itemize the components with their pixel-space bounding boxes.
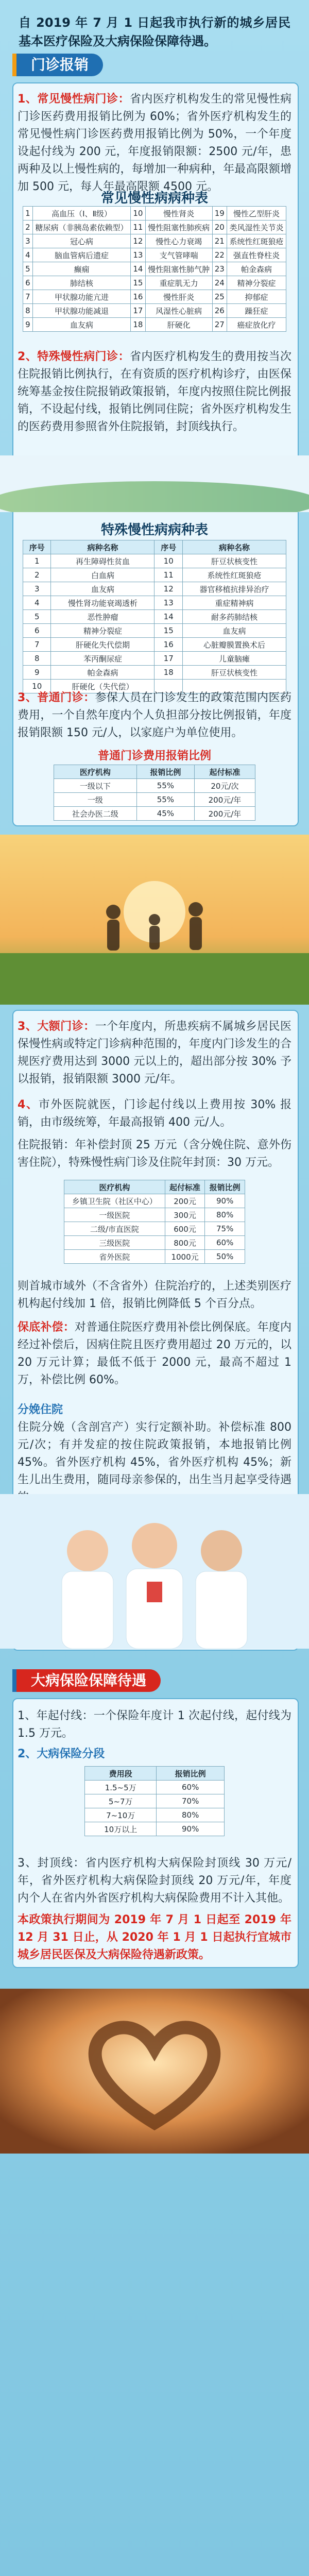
item-common-chronic	[18, 91, 291, 196]
large-outpatient-heading: 3、大额门诊：	[18, 1020, 95, 1033]
heart-hands-photo	[0, 1989, 309, 2154]
table-cell: 一级	[54, 793, 137, 807]
min-comp-heading: 保底补偿：	[18, 1321, 75, 1334]
table-cell: 2	[23, 221, 33, 234]
item-general-outpatient	[18, 689, 291, 742]
table-cell: 二级/市直医院	[64, 1222, 165, 1236]
table-cell: 肺结核	[32, 276, 131, 290]
common-chronic-table	[23, 206, 286, 332]
serious-item1: 1、年起付线：一个保险年度计 1 次起付线，起付线为 1.5 万元。	[18, 1709, 291, 1740]
table-cell: 1000元	[165, 1250, 205, 1264]
table-cell: 类风湿性关节炎	[227, 221, 286, 234]
table-cell: 省外医院	[64, 1250, 165, 1264]
table-cell: 慢性肾功能衰竭透析	[51, 596, 154, 610]
inpatient-table	[64, 1180, 245, 1264]
item4-text: 市外医院就医，门诊起付线以上费用按 30% 报销，由市级统筹，年最高报销 400 元/人。	[18, 1098, 291, 1129]
serious-table	[84, 1766, 225, 1836]
table-cell: 支气管哮喘	[145, 248, 212, 262]
item2-text: 省内医疗机构发生的费用按当次住院报销比例执行，在有资质的医疗机构诊疗，由医保统筹基金按住院报销政策报销，年度内按照住院比例报销，不设起付线，报销比例同住院；省外医疗机构发生的医药费用参照省外住院报销，封顶线执行。	[18, 350, 291, 433]
table-row	[54, 807, 255, 821]
table-cell: 60%	[157, 1781, 225, 1794]
table-cell: 24	[212, 276, 227, 290]
table-cell: 6	[23, 624, 51, 638]
table-cell: 50%	[205, 1250, 245, 1264]
serious-item3: 3、封顶线：省内医疗机构大病保险封顶线 30 万元/年，省外医疗机构大病保险封顶线 20 万元/年，年度内个人在省内外省医疗机构大病保险费用不计入其他。	[18, 1857, 291, 1905]
table-cell: 再生障碍性贫血	[51, 554, 154, 568]
table-cell: 12	[154, 582, 182, 596]
table-cell: 10	[154, 554, 182, 568]
table-header-cell: 序号	[154, 540, 182, 554]
table-cell: 精神分裂症	[51, 624, 154, 638]
table-cell: 甲状腺功能亢进	[32, 290, 131, 304]
table-header-cell: 医疗机构	[64, 1180, 165, 1194]
table-cell: 3	[23, 234, 33, 248]
table-row	[23, 638, 286, 652]
table-cell: 重症精神病	[182, 596, 286, 610]
table-cell: 23	[212, 262, 227, 276]
table-cell: 糖尿病（非胰岛素依赖型）	[32, 221, 131, 234]
table-header-cell: 序号	[23, 540, 51, 554]
table-cell: 血友病	[182, 624, 286, 638]
table-cell: 5~7万	[85, 1794, 157, 1808]
table-cell: 5	[23, 262, 33, 276]
table-cell: 重症肌无力	[145, 276, 212, 290]
table-cell: 20元/次	[194, 779, 255, 793]
table-cell: 15	[131, 276, 145, 290]
table-header-cell: 起付标准	[165, 1180, 205, 1194]
table-row	[23, 666, 286, 680]
doctors-photo	[0, 1494, 309, 1649]
item-inpatient	[18, 1137, 291, 1172]
table-cell: 10万以上	[85, 1822, 157, 1836]
table-cell: 5	[23, 610, 51, 624]
item3-text: 参保人员在门诊发生的政策范围内医药费用，一个自然年度内个人负担部分按比例报销，年度报销限额 150 元/人，以家庭户为单位使用。	[18, 691, 291, 739]
table-cell: 苯丙酮尿症	[51, 652, 154, 666]
table-cell: 血友病	[51, 582, 154, 596]
table-cell: 躁狂症	[227, 304, 286, 318]
table-row	[23, 262, 286, 276]
table-row	[23, 221, 286, 234]
special-table-title: 特殊慢性病病种表	[100, 522, 208, 538]
table-cell: 200元	[165, 1194, 205, 1208]
table-cell: 1	[23, 207, 33, 221]
table-row	[85, 1794, 225, 1808]
table-row	[54, 779, 255, 793]
table-row	[23, 568, 286, 582]
table-cell: 帕金森病	[51, 666, 154, 680]
table-row	[23, 304, 286, 318]
table-row	[64, 1208, 245, 1222]
table-row	[85, 1822, 225, 1836]
table-cell: 风湿性心脏病	[145, 304, 212, 318]
table-cell: 600元	[165, 1222, 205, 1236]
table-cell: 慢性心力衰竭	[145, 234, 212, 248]
table-cell: 器官移植抗排异治疗	[182, 582, 286, 596]
table-header-cell: 起付标准	[194, 765, 255, 779]
table-cell: 8	[23, 652, 51, 666]
table-header-cell: 病种名称	[51, 540, 154, 554]
table-cell: 14	[154, 610, 182, 624]
table-row	[23, 554, 286, 568]
childbirth-text: 住院分娩（含剖宫产）实行定额补助。补偿标准 800 元/次；有并发症的按住院政策报销，本地报销比例 45%。省外医疗机构 45%，省外医疗机构 45%；新生儿出生费用，随同母亲参保的，出生当月起享受待遇	[18, 1421, 291, 1486]
table-row	[23, 318, 286, 332]
table-header-cell: 报销比例	[205, 1180, 245, 1194]
table-cell: 慢性肝炎	[145, 290, 212, 304]
table-row	[85, 1808, 225, 1822]
table-cell: 帕金森病	[227, 262, 286, 276]
table-row	[23, 276, 286, 290]
item3-heading: 3、普通门诊：	[18, 691, 95, 704]
serious-item2-heading: 2、大病保险分段	[18, 1748, 105, 1760]
table-row	[64, 1222, 245, 1236]
table-cell: 慢性乙型肝炎	[227, 207, 286, 221]
childbirth-heading: 分娩住院	[18, 1403, 63, 1416]
table-cell: 1	[23, 554, 51, 568]
table-cell: 200元/年	[194, 807, 255, 821]
table-cell: 11	[154, 568, 182, 582]
section-title-outpatient: 门诊报销	[12, 54, 103, 76]
table-cell: 2	[23, 568, 51, 582]
table-cell: 8	[23, 304, 33, 318]
table-cell: 80%	[205, 1208, 245, 1222]
table-row	[23, 582, 286, 596]
table-cell: 甲状腺功能减退	[32, 304, 131, 318]
table-cell: 7~10万	[85, 1808, 157, 1822]
table-cell: 45%	[136, 807, 194, 821]
table-cell: 3	[23, 582, 51, 596]
table-row	[64, 1250, 245, 1264]
table-cell: 心脏瓣膜置换术后	[182, 638, 286, 652]
table-row	[23, 207, 286, 221]
table-cell: 60%	[205, 1236, 245, 1250]
table-cell: 肝硬化失代偿期	[51, 638, 154, 652]
table-cell: 系统性红斑狼疮	[182, 568, 286, 582]
table-row	[23, 596, 286, 610]
table-cell: 肝硬化（失代偿）	[51, 680, 154, 693]
table-cell: 一级医院	[64, 1208, 165, 1222]
table-cell: 癫痫	[32, 262, 131, 276]
item1-text: 省内医疗机构发生的常见慢性病门诊医药费用报销比例为 60%；省外医疗机构发生的常见慢性病门诊医药费用报销比例为 50%，一个年度设起付线为 200 元，年度报销限额：2500 元/年，患两种及以上慢性病的，每增加一种病种，年最高限额增加 500 元，每人年最高限额 4500 元。	[18, 93, 291, 193]
table-cell: 22	[212, 248, 227, 262]
table-cell: 21	[212, 234, 227, 248]
table-cell: 肝豆状核变性	[182, 554, 286, 568]
table-cell: 80%	[157, 1808, 225, 1822]
table-cell: 17	[131, 304, 145, 318]
para-minimum-compensation	[18, 1319, 291, 1389]
section-title-serious: 大病保险保障待遇	[12, 1669, 161, 1692]
table-cell: 17	[154, 652, 182, 666]
table-cell: 16	[131, 290, 145, 304]
table-cell: 肝豆状核变性	[182, 666, 286, 680]
table-cell: 90%	[205, 1194, 245, 1208]
table-cell: 慢性阻塞性肺疾病	[145, 221, 212, 234]
table-row	[54, 793, 255, 807]
table-header-cell: 报销比例	[157, 1767, 225, 1781]
table-cell: 9	[23, 318, 33, 332]
table-cell: 肝硬化	[145, 318, 212, 332]
table-cell: 一级以下	[54, 779, 137, 793]
item-large-outpatient	[18, 1018, 291, 1088]
table-cell: 800元	[165, 1236, 205, 1250]
table-cell: 10	[131, 207, 145, 221]
table-cell: 白血病	[51, 568, 154, 582]
table-row	[23, 290, 286, 304]
para-childbirth	[18, 1401, 291, 1506]
table-cell: 7	[23, 638, 51, 652]
table-row	[23, 624, 286, 638]
table-cell: 4	[23, 596, 51, 610]
table-header-cell: 病种名称	[182, 540, 286, 554]
table-row	[64, 1236, 245, 1250]
table-row	[23, 248, 286, 262]
special-chronic-table	[23, 540, 286, 693]
table-header-cell: 医疗机构	[54, 765, 137, 779]
table-row	[85, 1781, 225, 1794]
table-cell: 癌症放化疗	[227, 318, 286, 332]
item4-heading: 4、	[18, 1098, 39, 1111]
table-cell: 精神分裂症	[227, 276, 286, 290]
table-cell: 冠心病	[32, 234, 131, 248]
table-cell: 血友病	[32, 318, 131, 332]
table-cell: 11	[131, 221, 145, 234]
table-cell: 慢性肾炎	[145, 207, 212, 221]
table-cell: 9	[23, 666, 51, 680]
item2-heading: 2、特殊慢性病门诊：	[18, 350, 130, 363]
table-cell: 19	[212, 207, 227, 221]
table-cell: 6	[23, 276, 33, 290]
table-cell: 75%	[205, 1222, 245, 1236]
table-cell: 4	[23, 248, 33, 262]
large-outpatient-text: 一个年度内，所患疾病不属城乡居民医保慢性病或特定门诊病种范围的，年度内门诊发生的合规医疗费用达到 3000 元以上的，超出部分按 30% 予以报销，报销限额 3000 元/年。	[18, 1020, 291, 1086]
table-cell: 社会办医二级	[54, 807, 137, 821]
table-cell: 脑血管病后遗症	[32, 248, 131, 262]
table-cell: 乡镇卫生院（社区中心）	[64, 1194, 165, 1208]
table-cell: 70%	[157, 1794, 225, 1808]
item5-text: 住院报销：年补偿封顶 25 万元（含分娩住院、意外伤害住院），特殊慢性病门诊及住院年封顶：30 万元。	[18, 1139, 291, 1169]
item-out-of-city	[18, 1096, 291, 1131]
family-photo	[0, 835, 309, 1005]
table-cell: 慢性阻塞性肺气肿	[145, 262, 212, 276]
item1-heading: 1、常见慢性病门诊：	[18, 93, 130, 106]
table-cell: 300元	[165, 1208, 205, 1222]
table-cell: 25	[212, 290, 227, 304]
table-header-cell: 报销比例	[136, 765, 194, 779]
table-cell: 13	[154, 596, 182, 610]
table-row	[23, 610, 286, 624]
table-cell: 90%	[157, 1822, 225, 1836]
table-cell: 抑郁症	[227, 290, 286, 304]
common-table-title: 常见慢性病病种表	[100, 191, 208, 206]
table-cell: 20	[212, 221, 227, 234]
general-outpatient-table	[54, 765, 255, 821]
table-cell: 1.5~5万	[85, 1781, 157, 1794]
table-row	[23, 652, 286, 666]
min-comp-text: 对普通住院医疗费用补偿比例保底。年度内经过补偿后，因病住院且医疗费用超过 20 万元的，以 20 万元计算；最低不低于 2000 元，最高不超过 1 万，补偿比例 60%。	[18, 1321, 291, 1386]
para-referral: 则首城市域外（不含省外）住院治疗的，上述类别医疗机构起付线加 1 倍，报销比例降低 5 个百分点。	[18, 1280, 291, 1310]
table-cell: 7	[23, 290, 33, 304]
table-cell: 18	[154, 666, 182, 680]
table-row	[64, 1194, 245, 1208]
table-cell: 恶性肿瘤	[51, 610, 154, 624]
table-cell: 26	[212, 304, 227, 318]
table-cell: 系统性红斑狼疮	[227, 234, 286, 248]
table-cell: 10	[23, 680, 51, 693]
table-row	[23, 234, 286, 248]
table-header-cell: 费用段	[85, 1767, 157, 1781]
table-cell: 55%	[136, 793, 194, 807]
table-cell: 12	[131, 234, 145, 248]
table-cell: 18	[131, 318, 145, 332]
table-cell: 15	[154, 624, 182, 638]
table-cell: 14	[131, 262, 145, 276]
table-cell: 高血压（Ⅰ、Ⅱ级）	[32, 207, 131, 221]
serious-note: 本政策执行期间为 2019 年 7 月 1 日起至 2019 年 12 月 31 日止，从 2020 年 1 月 1 日起执行宜城市城乡居民医保及大病保险待遇新政策。	[18, 1913, 291, 1961]
general-table-title: 普通门诊费用报销比例	[97, 750, 211, 762]
table-cell: 13	[131, 248, 145, 262]
table-cell: 儿童脑瘫	[182, 652, 286, 666]
table-cell: 16	[154, 638, 182, 652]
intro-text: 自 2019 年 7 月 1 日起我市执行新的城乡居民基本医疗保险及大病保险保障待遇。	[19, 15, 290, 48]
item-special-chronic	[18, 348, 291, 436]
table-cell: 强直性脊柱炎	[227, 248, 286, 262]
table-cell: 三级医院	[64, 1236, 165, 1250]
photo-strip-leaf	[0, 455, 309, 512]
table-cell: 耐多药肺结核	[182, 610, 286, 624]
table-cell: 55%	[136, 779, 194, 793]
table-cell: 200元/年	[194, 793, 255, 807]
table-cell: 27	[212, 318, 227, 332]
